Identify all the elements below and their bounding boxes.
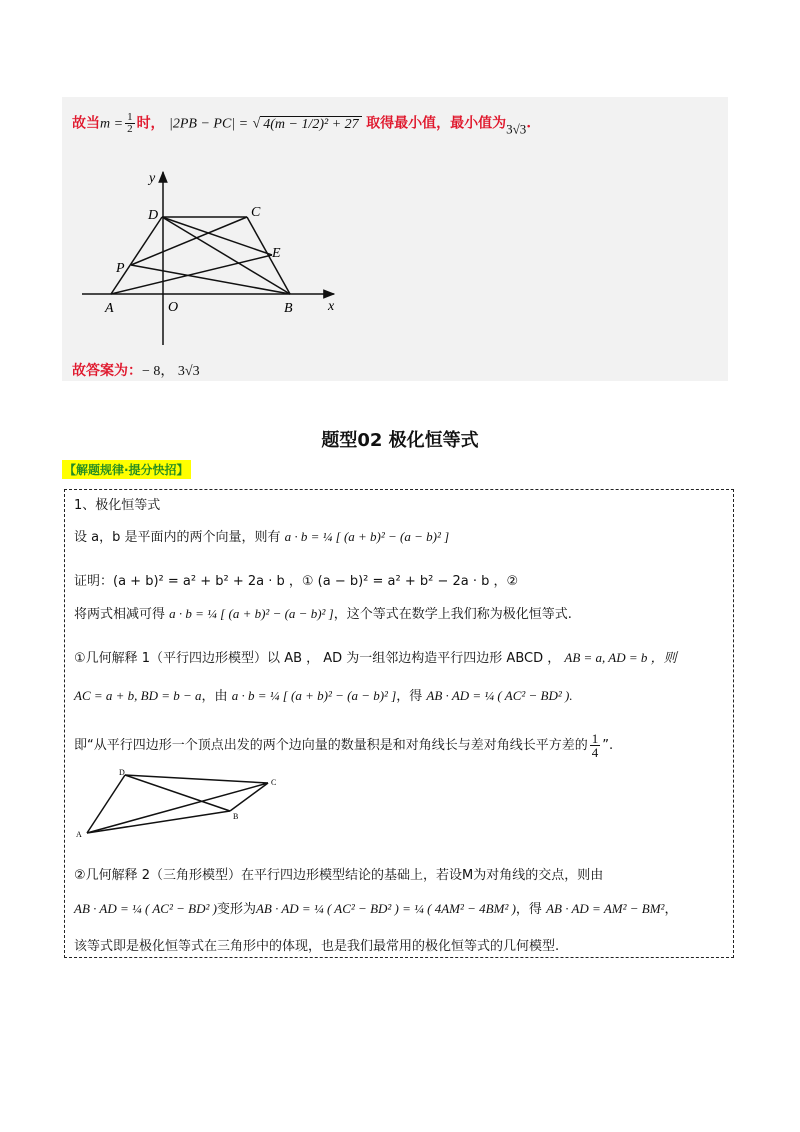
definition-formula: a · b = ¼ [ (a + b)² − (a − b)² ]: [284, 529, 450, 544]
answer-label: 故答案为：: [72, 363, 142, 379]
m-equals: m =: [100, 116, 124, 132]
label-x: x: [328, 299, 335, 314]
subtract-formula: a · b = ¼ [ (a + b)² − (a − b)² ]: [169, 606, 334, 621]
label-y: y: [149, 171, 156, 186]
expr-lhs: |2PB − PC| =: [169, 116, 249, 132]
content-box: [64, 489, 734, 958]
para-label-C: C: [271, 778, 277, 787]
geometry1-line: ①几何解释 1（平行四边形模型）以 AB ， AD 为一组邻边构造平行四边形 ABCD ， AB = a, AD = b ，则: [74, 650, 677, 666]
half-fraction: $\frac{1}{2}$: [127, 111, 133, 135]
side-BC: [230, 783, 268, 811]
quarter-fraction: $\frac{1}{4}$: [591, 731, 599, 760]
para-label-D: D: [119, 768, 125, 777]
section-title: 题型02 极化恒等式: [321, 430, 479, 451]
label-E: E: [272, 246, 281, 261]
final-line: 该等式即是极化恒等式在三角形中的体现，也是我们最常用的极化恒等式的几何模型.: [74, 939, 560, 954]
quote-line: 即“从平行四边形一个顶点出发的两个边向量的数量积是和对角线长与差对角线长平方差的 $\frac{1}{4}$ ”.: [74, 731, 614, 760]
side-AB: [87, 811, 230, 833]
label-C: C: [251, 205, 261, 220]
segment-AE: [111, 255, 272, 294]
para-label-B: B: [233, 812, 239, 821]
definition-line: 设 a，b 是平面内的两个向量，则有 a · b = ¼ [ (a + b)² − (a − b)² ]: [74, 529, 450, 545]
solution-line: [72, 112, 531, 138]
proof-line: 证明：(a + b)² = a² + b² + 2a · b ，① (a − b)² = a² + b² − 2a · b ，②: [74, 574, 519, 589]
label-P: P: [116, 261, 125, 276]
label-O: O: [168, 300, 179, 315]
parallelogram-figure: [70, 765, 290, 845]
period: .: [526, 115, 532, 132]
label-D: D: [148, 208, 159, 223]
answer-line: [72, 360, 200, 380]
para-label-A: A: [76, 830, 82, 839]
coordinate-figure: [62, 160, 362, 360]
content-heading: 1、极化恒等式: [74, 498, 161, 513]
geometry1-line-2: AC = a + b, BD = b − a，由 a · b = ¼ [ (a + b)² − (a − b)² ]，得 AB · AD = ¼ ( AC² − BD² ).: [74, 688, 573, 704]
subtract-line: 将两式相减可得 a · b = ¼ [ (a + b)² − (a − b)² ]，这个等式在数学上我们称为极化恒等式.: [74, 606, 572, 622]
solution-when: 时，: [136, 115, 165, 132]
min-text: 取得最小值，最小值为: [366, 115, 507, 132]
label-B: B: [284, 301, 293, 316]
solution-prefix: 故当: [72, 115, 100, 132]
answer-values: − 8， 3√3: [142, 364, 200, 379]
section-tag: 【解题规律·提分快招】: [62, 460, 191, 479]
geometry2-line-2: AB · AD = ¼ ( AC² − BD² )变形为AB · AD = ¼ ( AC² − BD² ) = ¼ ( 4AM² − 4BM² )，得 AB · AD = AM² − BM²，: [74, 901, 678, 917]
label-A: A: [105, 301, 114, 316]
expr-rhs: √ 4(m − 1/2)² + 27: [253, 116, 362, 132]
geometry2-line: ②几何解释 2（三角形模型）在平行四边形模型结论的基础上，若设M为对角线的交点，则由: [74, 868, 604, 883]
min-value: 3√3: [506, 121, 527, 137]
